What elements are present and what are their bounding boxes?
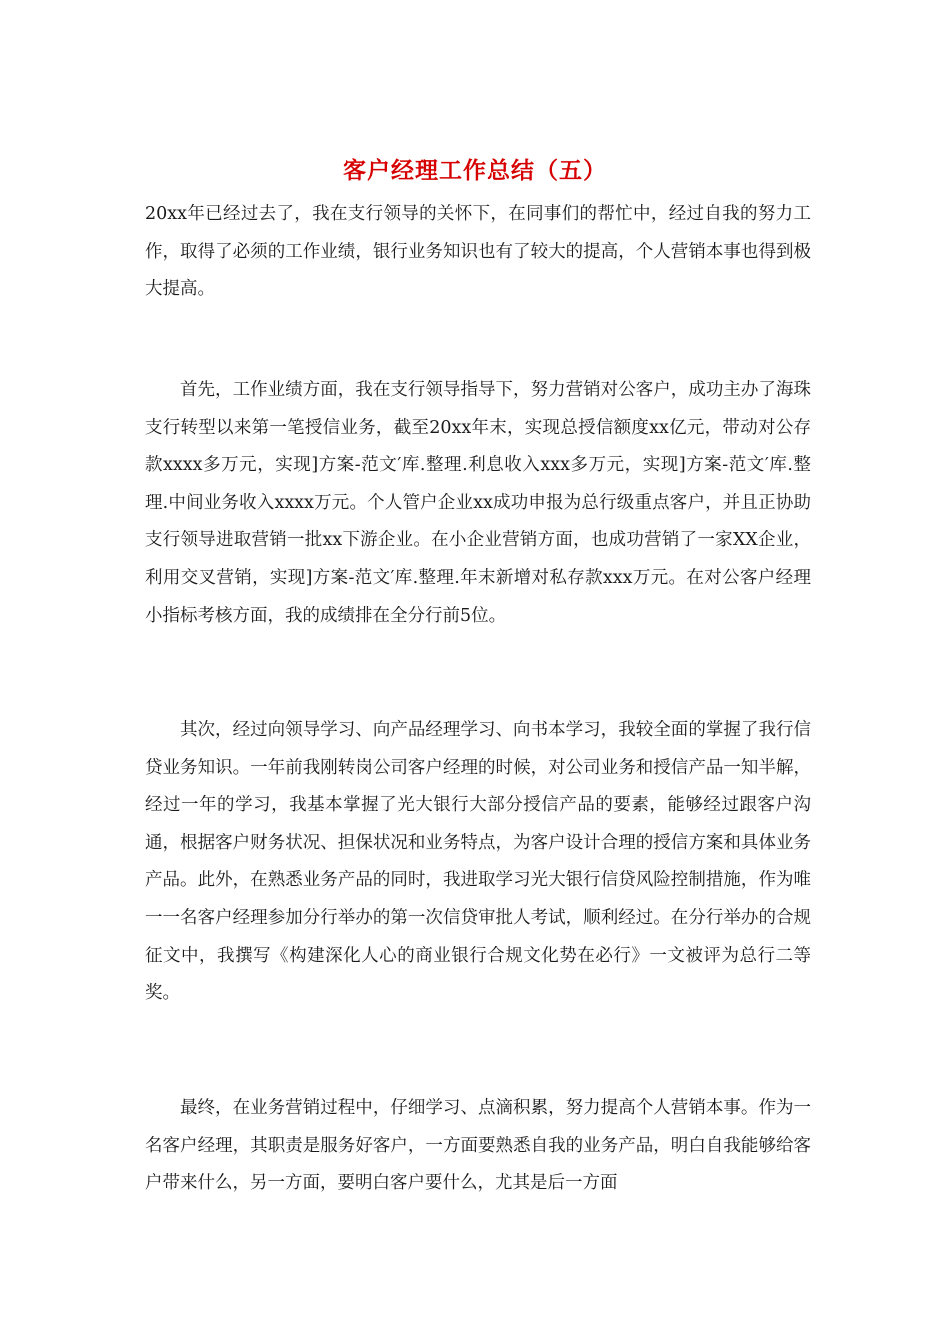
document-title: 客户经理工作总结（五） [343, 158, 607, 184]
paragraph-intro: 20xx年已经过去了，我在支行领导的关怀下，在同事们的帮忙中，经过自我的努力工作，取得了必须的工作业绩，银行业务知识也有了较大的提高，个人营销本事也得到极大提高。 [145, 204, 811, 300]
paragraph-marketing: 最终，在业务营销过程中，仔细学习、点滴积累，努力提高个人营销本事。作为一名客户经理，其职责是服务好客户，一方面要熟悉自我的业务产品，明白自我能够给客户带来什么，另一方面，要明白客户要什么，尤其是后一方面 [145, 1098, 811, 1194]
paragraph-learning: 其次，经过向领导学习、向产品经理学习、向书本学习，我较全面的掌握了我行信贷业务知识。一年前我刚转岗公司客户经理的时候，对公司业务和授信产品一知半解，经过一年的学习，我基本掌握了光大银行大部分授信产品的要素，能够经过跟客户沟通，根据客户财务状况、担保状况和业务特点，为客户设计合理的授信方案和具体业务产品。此外，在熟悉业务产品的同时，我进取学习光大银行信贷风险控制措施，作为唯一一名客户经理参加分行举办的第一次信贷审批人考试，顺利经过。在分行举办的合规征文中，我撰写《构建深化人心的商业银行合规文化势在必行》一文被评为总行二等奖。 [145, 720, 811, 1004]
paragraph-performance: 首先，工作业绩方面，我在支行领导指导下，努力营销对公客户，成功主办了海珠支行转型以来第一笔授信业务，截至20xx年末，实现总授信额度xx亿元，带动对公存款xxxx多万元，实现]方案-范文′库.整理.利息收入xxx多万元，实现]方案-范文′库.整理.中间业务收入xxxx万元。个人管户企业xx成功申报为总行级重点客户，并且正协助支行领导进取营销一批xx下游企业。在小企业营销方面，也成功营销了一家XX企业，利用交叉营销，实现]方案-范文′库.整理.年末新增对私存款xxx万元。在对公客户经理小指标考核方面，我的成绩排在全分行前5位。 [145, 380, 811, 626]
